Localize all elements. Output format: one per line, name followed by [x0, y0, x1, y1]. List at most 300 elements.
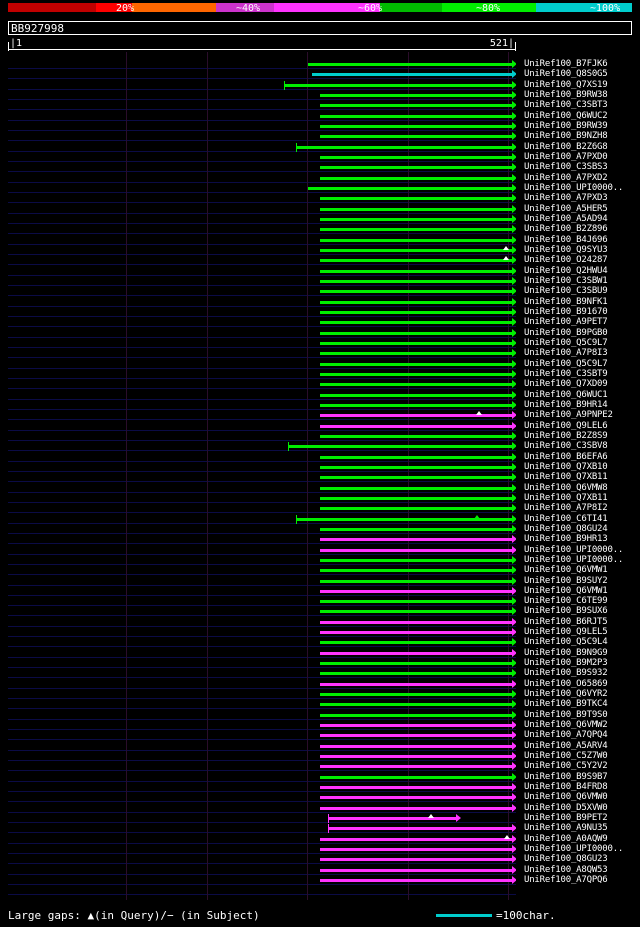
alignment-bar[interactable] [320, 600, 512, 603]
alignment-row[interactable] [8, 153, 516, 162]
strand-arrow-icon [512, 773, 516, 781]
strand-arrow-icon [512, 731, 516, 739]
alignment-bar[interactable] [320, 724, 512, 727]
alignment-row[interactable] [8, 546, 516, 555]
strand-arrow-icon [512, 308, 516, 316]
hit-label[interactable]: UniRef100_B9HR13 [524, 534, 608, 544]
hit-label[interactable]: UniRef100_Q6VMW8 [524, 483, 608, 493]
alignment-row[interactable] [8, 618, 516, 627]
strand-arrow-icon [512, 70, 516, 78]
alignment-bar[interactable] [320, 807, 512, 810]
strand-arrow-icon [512, 143, 516, 151]
alignment-row[interactable] [8, 463, 516, 472]
alignment-row[interactable] [8, 680, 516, 689]
alignment-bar[interactable] [320, 177, 512, 180]
hit-label[interactable]: UniRef100_Q6VMW1 [524, 586, 608, 596]
alignment-row[interactable] [8, 401, 516, 410]
alignment-row[interactable] [8, 824, 516, 833]
strand-arrow-icon [512, 855, 516, 863]
hit-label[interactable]: UniRef100_Q6VMW1 [524, 565, 608, 575]
hit-label[interactable]: UniRef100_UPI0000.. [524, 844, 624, 854]
hit-label[interactable]: UniRef100_B9M2P3 [524, 658, 608, 668]
alignment-row[interactable] [8, 752, 516, 761]
alignment-row[interactable] [8, 587, 516, 596]
hit-label[interactable]: UniRef100_B9PGB0 [524, 328, 608, 338]
strand-arrow-icon [512, 721, 516, 729]
alignment-bar[interactable] [320, 714, 512, 717]
hit-label[interactable]: UniRef100_C6TI41 [524, 514, 608, 524]
alignment-row[interactable] [8, 132, 516, 141]
hit-label[interactable]: UniRef100_C3SBT9 [524, 369, 608, 379]
alignment-row[interactable] [8, 453, 516, 462]
strand-arrow-icon [512, 504, 516, 512]
legend-segment [380, 3, 442, 12]
hit-label[interactable]: UniRef100_A7PXD2 [524, 173, 608, 183]
alignment-row[interactable] [8, 504, 516, 513]
alignment-row[interactable] [8, 122, 516, 131]
hit-label[interactable]: UniRef100_A5HER5 [524, 204, 608, 214]
hit-label[interactable]: UniRef100_B9HR14 [524, 400, 608, 410]
strand-arrow-icon [512, 484, 516, 492]
hit-label[interactable]: UniRef100_A9PNPE2 [524, 410, 613, 420]
ruler-line [8, 49, 516, 50]
alignment-row[interactable] [8, 411, 516, 420]
hit-label[interactable]: UniRef100_B9SUY2 [524, 576, 608, 586]
alignment-row[interactable] [8, 690, 516, 699]
alignment-row[interactable] [8, 91, 516, 100]
alignment-row[interactable] [8, 308, 516, 317]
alignment-bar[interactable] [320, 848, 512, 851]
hit-label[interactable]: UniRef100_B9T9S0 [524, 710, 608, 720]
hit-label[interactable]: UniRef100_B2Z6G8 [524, 142, 608, 152]
hit-label[interactable]: UniRef100_B9S932 [524, 668, 608, 678]
strand-arrow-icon [512, 380, 516, 388]
hit-label[interactable]: UniRef100_B9RW39 [524, 121, 608, 131]
hit-label[interactable]: UniRef100_C5Y2V2 [524, 761, 608, 771]
alignment-bar[interactable] [320, 631, 512, 634]
hit-label[interactable]: UniRef100_Q6VMW0 [524, 792, 608, 802]
alignment-bar[interactable] [308, 63, 512, 66]
strand-arrow-icon [512, 442, 516, 450]
alignment-bar[interactable] [320, 528, 512, 531]
identity-color-legend [8, 3, 632, 17]
hit-label[interactable]: UniRef100_Q6WUC2 [524, 111, 608, 121]
alignment-bar[interactable] [296, 146, 512, 149]
alignment-row[interactable] [8, 804, 516, 813]
alignment-bar[interactable] [320, 259, 512, 262]
strand-arrow-icon [512, 101, 516, 109]
legend-tick-label: ~100% [590, 3, 621, 14]
alignment-row[interactable] [8, 731, 516, 740]
hit-label[interactable]: UniRef100_A7PXD0 [524, 152, 608, 162]
strand-arrow-icon [512, 556, 516, 564]
alignment-bar[interactable] [320, 332, 512, 335]
hit-label[interactable]: UniRef100_B6EFA6 [524, 452, 608, 462]
alignment-bar[interactable] [320, 641, 512, 644]
alignment-bar[interactable] [320, 838, 512, 841]
hit-label[interactable]: UniRef100_C3SBV8 [524, 441, 608, 451]
alignment-row[interactable] [8, 370, 516, 379]
alignment-bar[interactable] [320, 94, 512, 97]
hit-label[interactable]: UniRef100_C3SBW1 [524, 276, 608, 286]
alignment-start-tick [284, 81, 285, 90]
hit-label[interactable]: UniRef100_B9S9B7 [524, 772, 608, 782]
query-gap-marker-icon [474, 515, 480, 519]
hit-label[interactable]: UniRef100_Q5C9L7 [524, 338, 608, 348]
alignment-bar[interactable] [320, 652, 512, 655]
footer [0, 903, 640, 927]
alignment-row[interactable] [8, 762, 516, 771]
alignment-bar[interactable] [320, 301, 512, 304]
alignment-bar[interactable] [320, 786, 512, 789]
alignment-bar[interactable] [320, 879, 512, 882]
alignment-row[interactable] [8, 101, 516, 110]
alignment-row[interactable] [8, 267, 516, 276]
query-gap-marker-icon [428, 814, 434, 818]
alignment-bar[interactable] [320, 249, 512, 252]
alignment-row[interactable] [8, 246, 516, 255]
hit-label[interactable]: UniRef100_Q9SYU3 [524, 245, 608, 255]
ruler-start-label: |1 [10, 38, 23, 49]
alignment-row[interactable] [8, 638, 516, 647]
alignment-bar[interactable] [320, 125, 512, 128]
alignment-bar[interactable] [320, 239, 512, 242]
hit-label[interactable]: UniRef100_A7P8I2 [524, 503, 608, 513]
hit-label[interactable]: UniRef100_A7QPQ4 [524, 730, 608, 740]
alignment-row[interactable] [8, 649, 516, 658]
alignment-bar[interactable] [320, 135, 512, 138]
alignment-bar[interactable] [320, 569, 512, 572]
legend-tick-label: 20% [116, 3, 135, 14]
alignment-bar[interactable] [320, 104, 512, 107]
strand-arrow-icon [512, 494, 516, 502]
alignment-bar[interactable] [320, 363, 512, 366]
alignment-row[interactable] [8, 391, 516, 400]
hit-label[interactable]: UniRef100_Q8GU23 [524, 854, 608, 864]
hit-label[interactable]: UniRef100_UPI0000.. [524, 545, 624, 555]
alignment-row[interactable] [8, 515, 516, 524]
alignment-bar[interactable] [320, 115, 512, 118]
alignment-row[interactable] [8, 556, 516, 565]
query-id-label: BB927998 [11, 22, 64, 35]
query-gap-marker-icon [504, 835, 510, 839]
alignment-row[interactable] [8, 339, 516, 348]
alignment-bar[interactable] [320, 672, 512, 675]
strand-arrow-icon [512, 432, 516, 440]
alignment-bar[interactable] [320, 796, 512, 799]
alignment-row[interactable] [8, 215, 516, 224]
hit-label[interactable]: UniRef100_Q9LEL5 [524, 627, 608, 637]
alignment-row[interactable] [8, 525, 516, 534]
alignment-row[interactable] [8, 174, 516, 183]
query-id-bar [8, 21, 632, 35]
alignment-row[interactable] [8, 597, 516, 606]
legend-tick-label: ~80% [476, 3, 501, 14]
alignment-row[interactable] [8, 318, 516, 327]
hit-label[interactable]: UniRef100_A7PXD3 [524, 193, 608, 203]
alignment-bar[interactable] [320, 404, 512, 407]
hit-label[interactable]: UniRef100_Q2HWU4 [524, 266, 608, 276]
hit-label[interactable]: UniRef100_A8QW53 [524, 865, 608, 875]
hit-label[interactable]: UniRef100_Q6WUC1 [524, 390, 608, 400]
alignment-bar[interactable] [320, 290, 512, 293]
strand-arrow-icon [512, 225, 516, 233]
alignment-bar[interactable] [320, 869, 512, 872]
alignment-bar[interactable] [320, 776, 512, 779]
alignment-row[interactable] [8, 205, 516, 214]
alignment-row[interactable] [8, 432, 516, 441]
alignment-row[interactable] [8, 628, 516, 637]
hit-label[interactable]: UniRef100_B2Z8S9 [524, 431, 608, 441]
strand-arrow-icon [512, 277, 516, 285]
alignment-row[interactable] [8, 721, 516, 730]
hit-label[interactable]: UniRef100_Q9LEL6 [524, 421, 608, 431]
strand-arrow-icon [512, 329, 516, 337]
strand-arrow-icon [512, 411, 516, 419]
alignment-bar[interactable] [320, 559, 512, 562]
hit-label[interactable]: UniRef100_D5XVW0 [524, 803, 608, 813]
alignment-row[interactable] [8, 866, 516, 875]
ruler-end-label: 521| [489, 38, 514, 49]
alignment-row[interactable] [8, 484, 516, 493]
hit-label[interactable]: UniRef100_Q7XB11 [524, 472, 608, 482]
alignment-bar[interactable] [320, 280, 512, 283]
alignment-row[interactable] [8, 793, 516, 802]
hit-label-column [524, 52, 640, 900]
hit-label[interactable]: UniRef100_B4J696 [524, 235, 608, 245]
alignment-bar[interactable] [320, 373, 512, 376]
alignment-bar[interactable] [320, 755, 512, 758]
alignment-row[interactable] [8, 60, 516, 69]
alignment-row[interactable] [8, 773, 516, 782]
alignment-bar[interactable] [320, 197, 512, 200]
strand-arrow-icon [512, 122, 516, 130]
alignment-bar[interactable] [320, 342, 512, 345]
alignment-row[interactable] [8, 494, 516, 503]
strand-arrow-icon [512, 370, 516, 378]
alignment-row[interactable] [8, 845, 516, 854]
alignment-bar[interactable] [320, 734, 512, 737]
hit-label[interactable]: UniRef100_Q7XD09 [524, 379, 608, 389]
alignment-bar[interactable] [320, 610, 512, 613]
hit-label[interactable]: UniRef100_B2Z896 [524, 224, 608, 234]
alignment-row[interactable] [8, 277, 516, 286]
alignment-row[interactable] [8, 669, 516, 678]
scale-bar [436, 914, 492, 917]
hit-label[interactable]: UniRef100_C5Z7W0 [524, 751, 608, 761]
strand-arrow-icon [512, 174, 516, 182]
hit-label[interactable]: UniRef100_B7FJK6 [524, 59, 608, 69]
alignment-row[interactable] [8, 112, 516, 121]
alignment-bar[interactable] [320, 683, 512, 686]
alignment-bar[interactable] [328, 817, 456, 820]
alignment-row[interactable] [8, 143, 516, 152]
hit-label[interactable]: UniRef100_B9PET2 [524, 813, 608, 823]
hit-label[interactable]: UniRef100_A5ARV4 [524, 741, 608, 751]
strand-arrow-icon [512, 349, 516, 357]
alignment-bar[interactable] [320, 208, 512, 211]
strand-arrow-icon [512, 638, 516, 646]
hit-label[interactable]: UniRef100_Q6VYR2 [524, 689, 608, 699]
strand-arrow-icon [512, 163, 516, 171]
alignment-row[interactable] [8, 473, 516, 482]
alignment-bar[interactable] [308, 187, 512, 190]
hit-label[interactable]: UniRef100_A0AQW9 [524, 834, 608, 844]
strand-arrow-icon [512, 60, 516, 68]
alignment-row[interactable] [8, 876, 516, 885]
alignment-bar[interactable] [320, 321, 512, 324]
alignment-bar[interactable] [320, 435, 512, 438]
hit-label[interactable]: UniRef100_A7P8I3 [524, 348, 608, 358]
alignment-bar[interactable] [320, 270, 512, 273]
hit-label[interactable]: UniRef100_C6TE99 [524, 596, 608, 606]
hit-label[interactable]: UniRef100_C3SBT3 [524, 100, 608, 110]
hit-label[interactable]: UniRef100_Q8S0G5 [524, 69, 608, 79]
alignment-bar[interactable] [320, 765, 512, 768]
alignment-bar[interactable] [320, 394, 512, 397]
alignment-row[interactable] [8, 700, 516, 709]
alignment-bar[interactable] [320, 466, 512, 469]
alignment-row[interactable] [8, 659, 516, 668]
alignment-bar[interactable] [320, 497, 512, 500]
alignment-bar[interactable] [320, 621, 512, 624]
alignment-bar[interactable] [320, 414, 512, 417]
hit-label[interactable]: UniRef100_O24287 [524, 255, 608, 265]
alignment-bar[interactable] [320, 858, 512, 861]
alignment-row[interactable] [8, 835, 516, 844]
hit-label[interactable]: UniRef100_Q7XS19 [524, 80, 608, 90]
alignment-row[interactable] [8, 70, 516, 79]
large-gaps-legend: Large gaps: ▲(in Query)/− (in Subject) [8, 909, 260, 922]
alignment-row[interactable] [8, 607, 516, 616]
alignment-bar[interactable] [312, 73, 512, 76]
alignment-row[interactable] [8, 422, 516, 431]
hit-label[interactable]: UniRef100_Q7XB10 [524, 462, 608, 472]
alignment-bar[interactable] [320, 228, 512, 231]
alignment-row[interactable] [8, 566, 516, 575]
alignment-row[interactable] [8, 287, 516, 296]
hit-label[interactable]: UniRef100_O65869 [524, 679, 608, 689]
hit-label[interactable]: UniRef100_Q5C9L7 [524, 359, 608, 369]
strand-arrow-icon [512, 236, 516, 244]
hit-label[interactable]: UniRef100_A9NU35 [524, 823, 608, 833]
alignment-row[interactable] [8, 298, 516, 307]
hit-label[interactable]: UniRef100_B9SUX6 [524, 606, 608, 616]
strand-arrow-icon [512, 835, 516, 843]
hit-label[interactable]: UniRef100_A9PET7 [524, 317, 608, 327]
alignment-bar[interactable] [320, 218, 512, 221]
alignment-row[interactable] [8, 349, 516, 358]
alignment-bar[interactable] [320, 745, 512, 748]
strand-arrow-icon [512, 804, 516, 812]
alignment-bar[interactable] [320, 507, 512, 510]
strand-arrow-icon [512, 742, 516, 750]
hit-label[interactable]: UniRef100_A5AD94 [524, 214, 608, 224]
hit-label[interactable]: UniRef100_B9N9G9 [524, 648, 608, 658]
alignment-bar[interactable] [320, 538, 512, 541]
alignment-row[interactable] [8, 855, 516, 864]
strand-arrow-icon [512, 256, 516, 264]
alignment-bar[interactable] [320, 703, 512, 706]
alignment-row[interactable] [8, 329, 516, 338]
strand-arrow-icon [512, 132, 516, 140]
hit-label[interactable]: UniRef100_B91670 [524, 307, 608, 317]
alignment-bar[interactable] [288, 445, 512, 448]
alignment-bar[interactable] [320, 166, 512, 169]
hit-label[interactable]: UniRef100_Q6VMW2 [524, 720, 608, 730]
strand-arrow-icon [512, 81, 516, 89]
alignment-row[interactable] [8, 742, 516, 751]
alignment-bar[interactable] [320, 383, 512, 386]
alignment-row[interactable] [8, 256, 516, 265]
alignment-bar[interactable] [320, 425, 512, 428]
strand-arrow-icon [512, 112, 516, 120]
query-gap-marker-icon [503, 256, 509, 260]
alignment-bar[interactable] [320, 580, 512, 583]
alignment-bar[interactable] [320, 590, 512, 593]
alignment-bar[interactable] [320, 311, 512, 314]
query-gap-marker-icon [503, 246, 509, 250]
alignment-bar[interactable] [320, 476, 512, 479]
hit-label[interactable]: UniRef100_B6RJT5 [524, 617, 608, 627]
alignment-row[interactable] [8, 442, 516, 451]
alignment-row[interactable] [8, 194, 516, 203]
hit-label[interactable]: UniRef100_UPI0000.. [524, 183, 624, 193]
hit-label[interactable]: UniRef100_Q5C9L4 [524, 637, 608, 647]
alignment-bar[interactable] [284, 84, 512, 87]
alignment-row[interactable] [8, 184, 516, 193]
hit-label[interactable]: UniRef100_Q8GU24 [524, 524, 608, 534]
strand-arrow-icon [512, 762, 516, 770]
alignment-bar[interactable] [320, 662, 512, 665]
hit-label[interactable]: UniRef100_UPI0000.. [524, 555, 624, 565]
hit-label[interactable]: UniRef100_B9NZH8 [524, 131, 608, 141]
legend-tick-label: ~60% [358, 3, 383, 14]
alignment-bar[interactable] [320, 693, 512, 696]
alignment-bar[interactable] [328, 827, 512, 830]
hit-label[interactable]: UniRef100_B4FRD8 [524, 782, 608, 792]
alignment-bar[interactable] [320, 456, 512, 459]
hit-label[interactable]: UniRef100_C3SBU9 [524, 286, 608, 296]
alignment-row[interactable] [8, 225, 516, 234]
hit-label[interactable]: UniRef100_B9TKC4 [524, 699, 608, 709]
alignment-row[interactable] [8, 535, 516, 544]
alignment-row[interactable] [8, 783, 516, 792]
hit-label[interactable]: UniRef100_C3SBS3 [524, 162, 608, 172]
grid-line-horizontal [8, 894, 516, 895]
hit-label[interactable]: UniRef100_Q7XB11 [524, 493, 608, 503]
alignment-row[interactable] [8, 163, 516, 172]
alignment-row[interactable] [8, 360, 516, 369]
strand-arrow-icon [456, 814, 461, 822]
alignment-row[interactable] [8, 711, 516, 720]
alignment-row[interactable] [8, 814, 516, 823]
alignment-bar[interactable] [320, 487, 512, 490]
alignment-bar[interactable] [320, 156, 512, 159]
alignment-bar[interactable] [320, 549, 512, 552]
alignment-bar[interactable] [320, 352, 512, 355]
alignment-row[interactable] [8, 380, 516, 389]
strand-arrow-icon [512, 659, 516, 667]
hit-label[interactable]: UniRef100_A7QPQ6 [524, 875, 608, 885]
alignment-row[interactable] [8, 81, 516, 90]
hit-label[interactable]: UniRef100_B9RW38 [524, 90, 608, 100]
alignment-row[interactable] [8, 236, 516, 245]
scale-bar-label: =100char. [496, 909, 556, 922]
alignment-row[interactable] [8, 577, 516, 586]
hit-label[interactable]: UniRef100_B9NFK1 [524, 297, 608, 307]
alignment-plot [8, 52, 516, 900]
